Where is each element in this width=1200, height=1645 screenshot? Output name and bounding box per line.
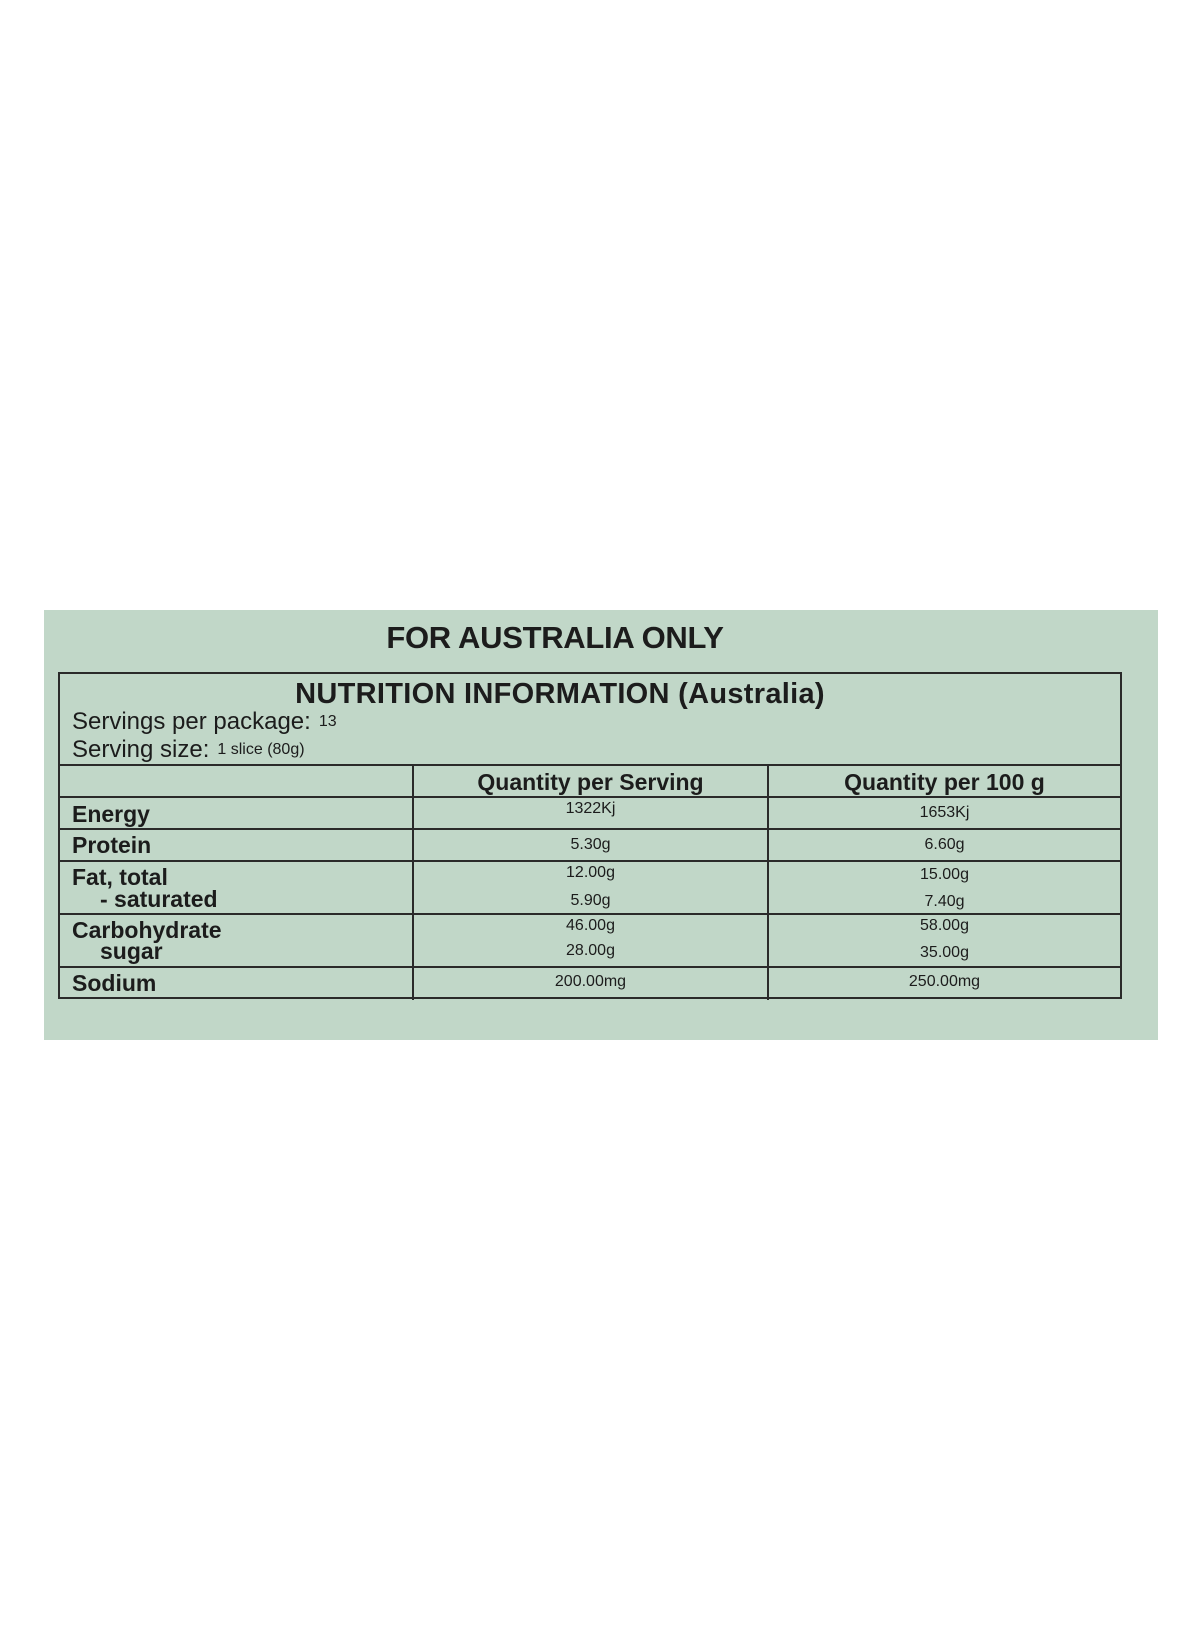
per-serving-value: 200.00mg [554, 973, 627, 990]
table-row [60, 798, 1120, 830]
nutrient-name: Energy [72, 801, 150, 827]
per-serving-value: 1322Kj [565, 800, 616, 817]
column-header-per-100g: Quantity per 100 g [844, 769, 1045, 795]
table-row [60, 830, 1120, 862]
per-100g-value: 6.60g [924, 836, 965, 853]
region-title: FOR AUSTRALIA ONLY [386, 620, 724, 655]
nutrition-header [60, 674, 1120, 766]
nutrition-label-panel [44, 610, 1158, 1040]
serving-size-value: 1 slice (80g) [217, 741, 305, 758]
nutrient-name: Protein [72, 832, 152, 858]
serving-size-label: Serving size: [72, 736, 210, 763]
sub-per-100g-value: 35.00g [920, 944, 969, 961]
nutrition-grid [60, 766, 1120, 1000]
sub-per-serving-value: 5.90g [570, 892, 611, 909]
column-header-nutrient [60, 766, 414, 796]
sub-nutrient-name: - saturated [100, 886, 218, 912]
per-100g-value: 250.00mg [908, 973, 981, 990]
servings-per-package-label: Servings per package: [72, 708, 311, 735]
nutrient-name: Fat, total [72, 864, 168, 890]
servings-per-package-value: 13 [318, 713, 337, 730]
column-header-per-serving: Quantity per Serving [414, 766, 769, 796]
per-serving-value: 5.30g [570, 836, 611, 853]
sub-per-serving-value: 28.00g [566, 942, 615, 959]
servings-per-package [72, 708, 337, 736]
per-100g-value: 1653Kj [919, 804, 970, 821]
table-row [60, 968, 1120, 1000]
nutrient-name: Sodium [72, 970, 157, 996]
column-header-row [60, 766, 1120, 798]
sub-per-100g-value: 7.40g [924, 893, 965, 910]
sub-nutrient-name: sugar [100, 938, 163, 964]
per-serving-value: 12.00g [566, 864, 615, 881]
per-100g-value: 58.00g [920, 917, 969, 934]
table-row [60, 862, 1120, 915]
nutrient-name: Carbohydrate [72, 917, 222, 943]
per-serving-value: 46.00g [566, 917, 615, 934]
nutrition-title: NUTRITION INFORMATION (Australia) [295, 678, 825, 710]
table-row [60, 915, 1120, 968]
serving-size [72, 736, 305, 764]
nutrition-table [58, 672, 1122, 999]
per-100g-value: 15.00g [920, 866, 969, 883]
